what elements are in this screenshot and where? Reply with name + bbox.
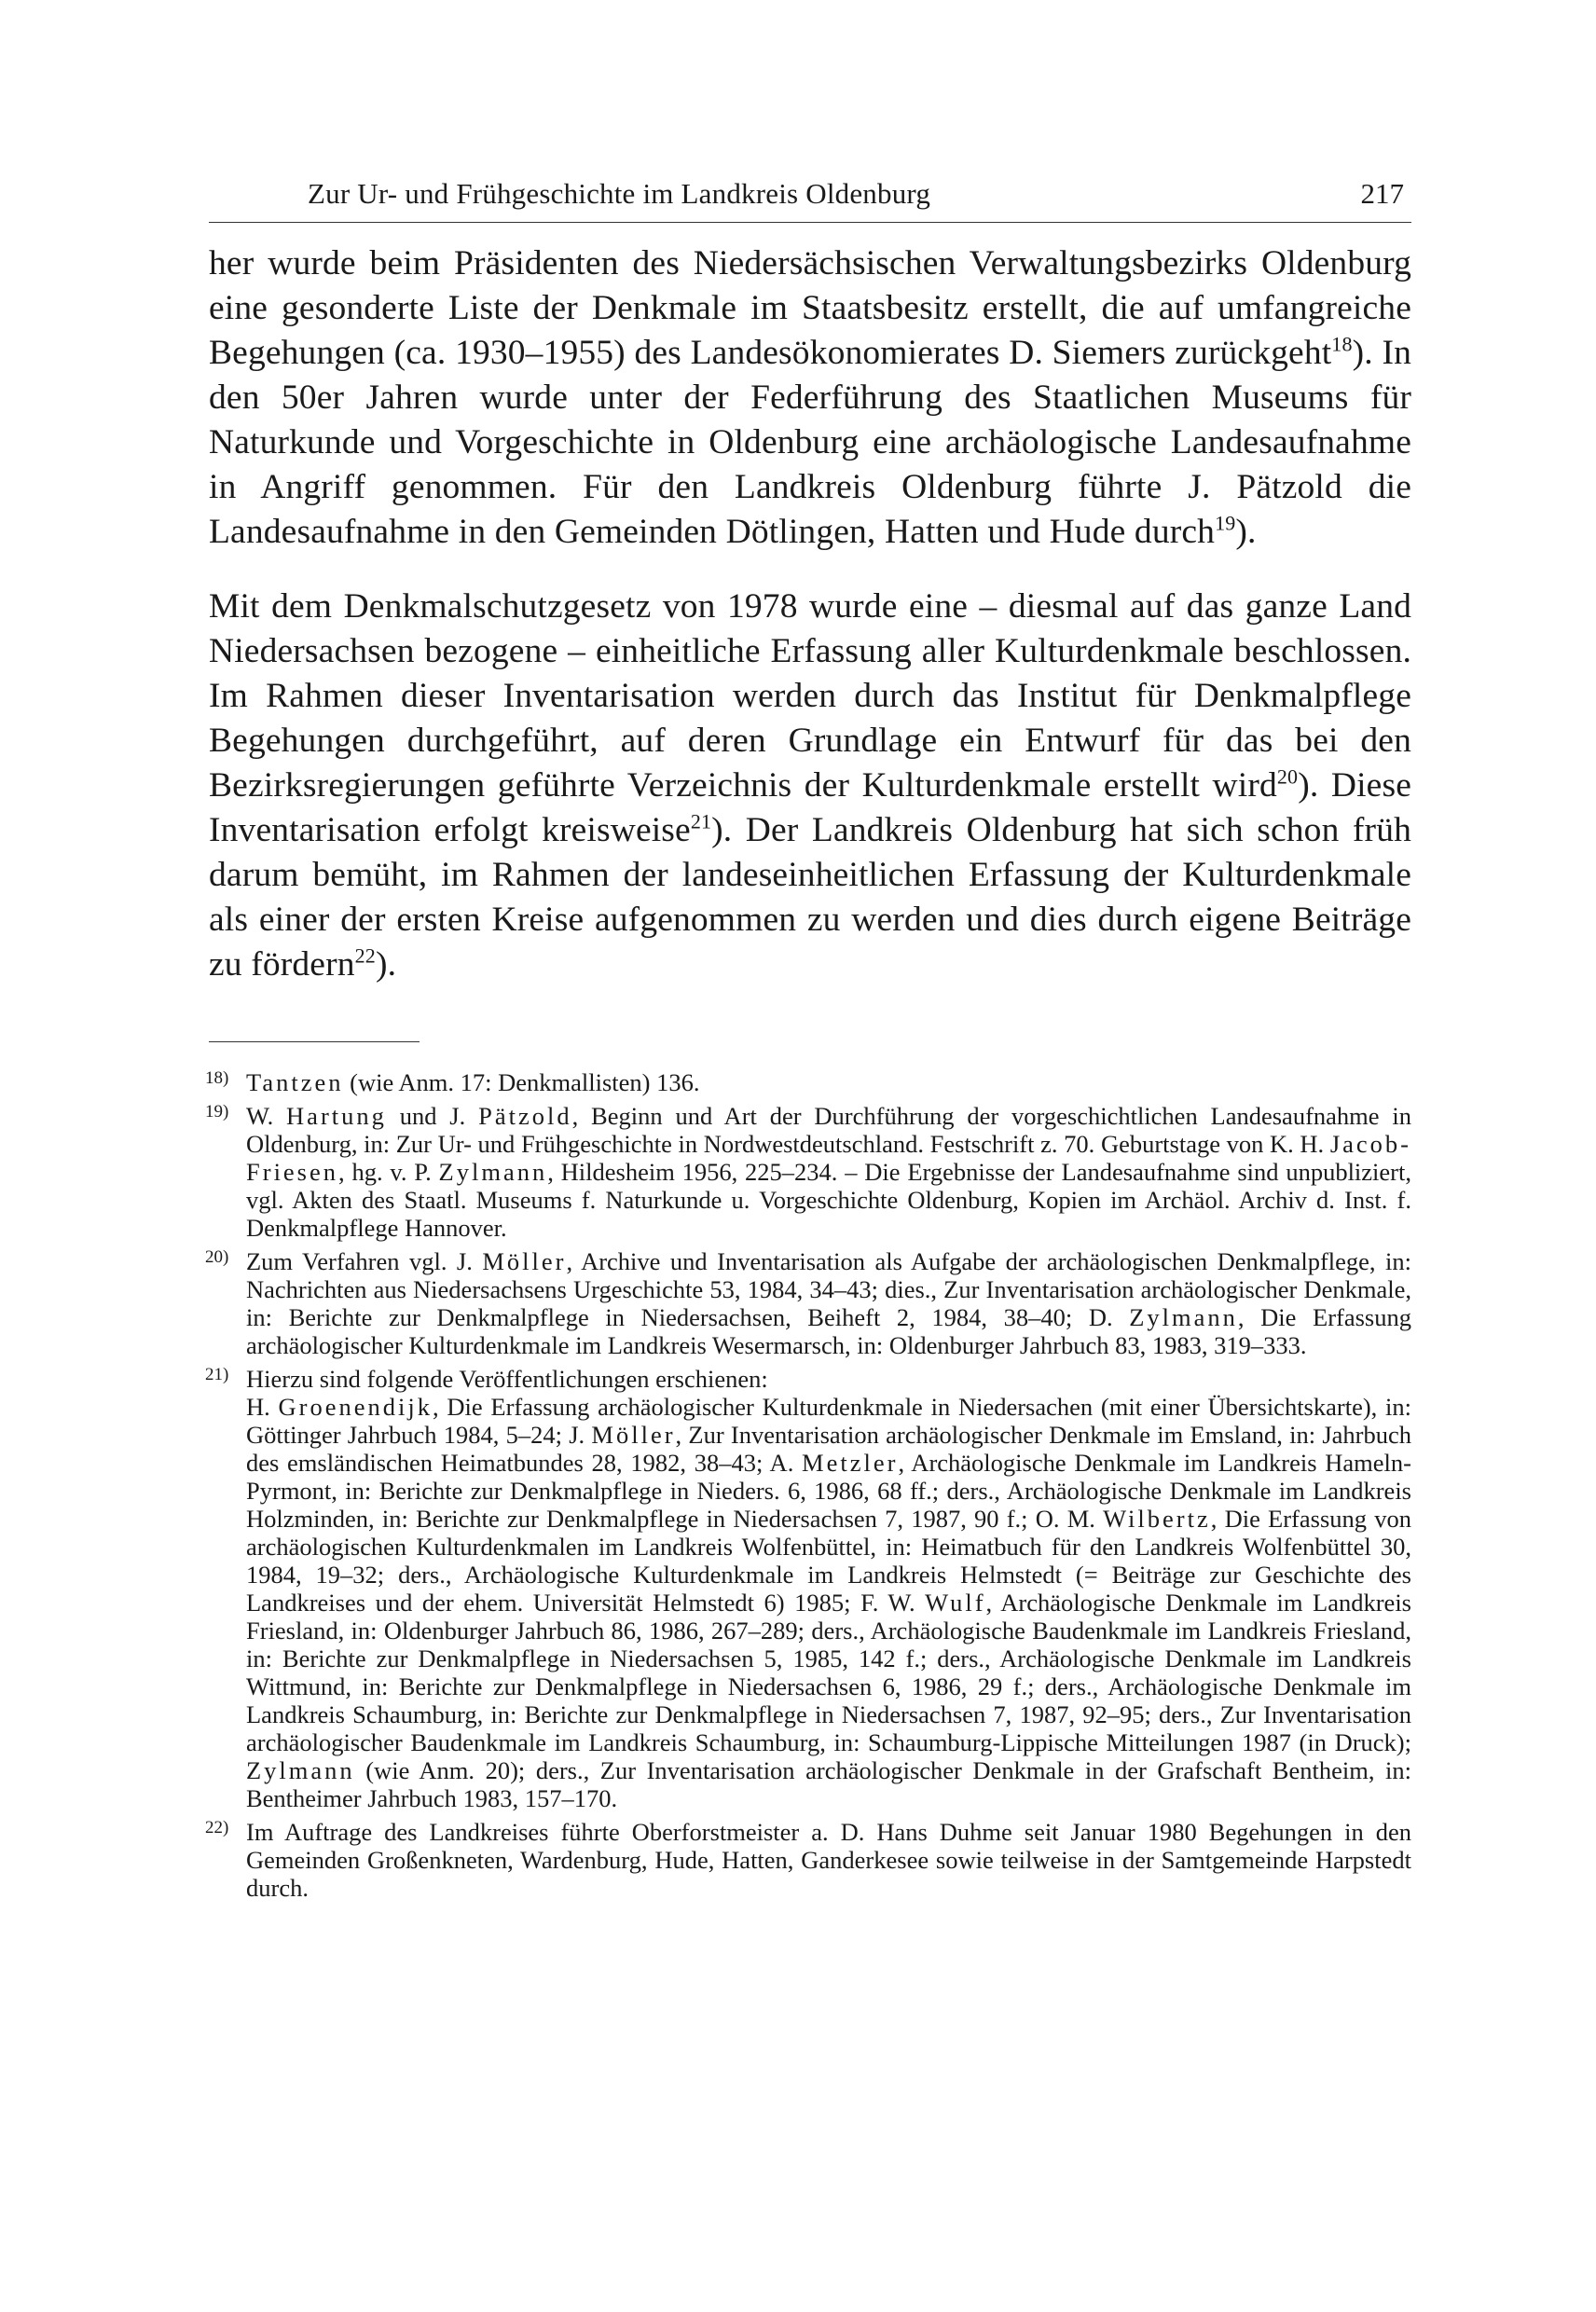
author-name: Möller bbox=[591, 1421, 676, 1449]
author-name: Zylmann bbox=[1129, 1303, 1238, 1331]
footnote-ref-20: 20 bbox=[1276, 764, 1299, 789]
page-number: 217 bbox=[1360, 177, 1404, 210]
text-run: , Hildesheim 1956, 225–234. – Die Ergebnisse der Landesaufnahme sind unpubliziert, vgl. Akten des Staatl. Museums f. Naturkunde u. Vorgeschichte Oldenburg, Kopien im Archäol. Archiv d. Inst. f. Denkmalpflege Hannover. bbox=[246, 1158, 1411, 1242]
text-run: , Archive und Inventarisation als Aufgabe der archäologischen Denkmalpflege, in: Nachrichten aus Niedersachsens Urgeschichte 53, 1984, 34–43; dies., Zur Inventarisation archäologischer Denkmale, in: Berichte zur Denkmalpflege in Niedersachsen, Beiheft 2, 1984, 38–40; D. bbox=[246, 1247, 1411, 1331]
footnote-ref-21: 21 bbox=[690, 809, 712, 833]
footnote-ref-19: 19 bbox=[1215, 511, 1236, 535]
text-run: Im Auftrage des Landkreises führte Oberforstmeister a. D. Hans Duhme seit Januar 1980 Begehungen in den Gemeinden Großenkneten, Wardenburg, Hude, Hatten, Ganderkesee sowie teilweise in der Samtgemeinde Harpstedt durch. bbox=[246, 1818, 1411, 1902]
footnotes bbox=[205, 1068, 1412, 1902]
main-text bbox=[209, 241, 1411, 987]
text-run: ). Diese Inventarisation erfolgt kreisweise bbox=[209, 766, 1411, 849]
author-name: Jacob-Friesen bbox=[246, 1130, 1411, 1186]
text-run: (wie Anm. 20); ders., Zur Inventarisation archäologischer Denkmale in der Grafschaft Bentheim, in: Bentheimer Jahrbuch 1983, 157–170. bbox=[246, 1756, 1411, 1812]
author-name: Hartung bbox=[286, 1102, 387, 1130]
author-name: Zylmann bbox=[246, 1756, 355, 1784]
footnote-18 bbox=[205, 1068, 1411, 1096]
text-run: ). bbox=[1235, 513, 1257, 551]
author-name: Möller bbox=[482, 1247, 567, 1275]
author-name: Pätzold bbox=[478, 1102, 572, 1130]
author-name: Metzler bbox=[802, 1449, 899, 1477]
author-name: Groenendijk bbox=[278, 1393, 433, 1421]
footnote-ref-18: 18 bbox=[1331, 332, 1353, 356]
footnote-ref-22: 22 bbox=[354, 943, 376, 968]
text-run: her wurde beim Präsidenten des Niedersächsischen Verwaltungsbezirks Oldenburg eine gesonderte Liste der Denkmale im Staatsbesitz erstellt, die auf umfangreiche Begehungen (ca. 1930–1955) des Landesökonomierates D. Siemers zurückgeht bbox=[209, 244, 1411, 372]
paragraph-2 bbox=[209, 585, 1411, 987]
text-run: , Die Erfassung archäologischer Kulturdenkmale in Niedersachen (mit einer Übersichtskarte), in: Göttinger Jahrbuch 1984, 5–24; J. bbox=[246, 1393, 1412, 1449]
text-run: H. bbox=[246, 1393, 279, 1421]
footnote-number: 19) bbox=[205, 1102, 229, 1122]
running-title: Zur Ur- und Frühgeschichte im Landkreis Oldenburg bbox=[308, 177, 931, 210]
footnote-21 bbox=[205, 1365, 1412, 1812]
footnote-number: 20) bbox=[205, 1247, 229, 1267]
text-run: , Die Erfassung archäologischer Kulturdenkmale im Landkreis Wesermarsch, in: Oldenburger Jahrbuch 83, 1983, 319–333. bbox=[246, 1303, 1411, 1359]
author-name: Zylmann bbox=[438, 1158, 548, 1186]
footnote-number: 18) bbox=[205, 1068, 229, 1088]
text-run: , Archäologische Denkmale im Landkreis Hameln-Pyrmont, in: Berichte zur Denkmalpflege in Nieders. 6, 1986, 68 ff.; ders., Archäologische Denkmale im Landkreis Holzminden, in: Berichte zur Denkmalpflege in Niedersachsen 7, 1987, 90 f.; O. M. bbox=[246, 1449, 1411, 1533]
text-run: , Beginn und Art der Durchführung der vorgeschichtlichen Landesaufnahme in Oldenburg, in: Zur Ur- und Frühgeschichte in Nordwestdeutschland. Festschrift z. 70. Geburtstage von K. H. bbox=[246, 1102, 1411, 1158]
text-run: , Zur Inventarisation archäologischer Denkmale im Emsland, in: Jahrbuch des emsländischen Heimatbundes 28, 1982, 38–43; A. bbox=[246, 1421, 1411, 1477]
book-page bbox=[205, 168, 1412, 1907]
text-run: , Die Erfassung von archäologischen Kulturdenkmalen im Landkreis Wolfenbüttel, in: Heimatbuch für den Landkreis Wolfenbüttel 30, 1984, 19–32; ders., Archäologische Kulturdenkmale im Landkreis Helmstedt (= Beiträge zur Geschichte des Landkreises und der ehem. Universität Helmstedt 6) 1985; F. W. bbox=[246, 1505, 1411, 1617]
footnote-intro: Hierzu sind folgende Veröffentlichungen erschienen: bbox=[246, 1365, 768, 1393]
footnote-number: 22) bbox=[205, 1818, 229, 1837]
text-run: und J. bbox=[386, 1102, 479, 1130]
author-name: Tantzen bbox=[246, 1068, 344, 1096]
text-run: Mit dem Denkmalschutzgesetz von 1978 wurde eine – diesmal auf das ganze Land Niedersachsen bezogene – einheitliche Erfassung aller Kulturdenkmale beschlossen. Im Rahmen dieser Inventarisation werden durch das Institut für Denkmalpflege Begehungen durchgeführt, auf deren Grundlage ein Entwurf für das bei den Bezirksregierungen geführte Verzeichnis der Kulturdenkmale erstellt wird bbox=[209, 587, 1411, 805]
text-run: (wie Anm. 17: Denkmallisten) 136. bbox=[343, 1068, 700, 1096]
paragraph-1 bbox=[209, 241, 1411, 555]
text-run: Zum Verfahren vgl. J. bbox=[246, 1247, 483, 1275]
footnote-19 bbox=[205, 1102, 1411, 1242]
footnote-22 bbox=[205, 1818, 1411, 1902]
text-run: ). bbox=[375, 945, 397, 984]
footnote-divider bbox=[209, 1041, 420, 1042]
author-name: Wilbertz bbox=[1103, 1505, 1211, 1533]
text-run: , Archäologische Denkmale im Landkreis Friesland, in: Oldenburger Jahrbuch 86, 1986, 267–289; ders., Archäologische Baudenkmale im Landkreis Friesland, in: Berichte zur Denkmalpflege in Niedersachsen 5, 1985, 142 f.; ders., Archäologische Denkmale im Landkreis Wittmund, in: Berichte zur Denkmalpflege in Niedersachsen 6, 1986, 29 f.; ders., Archäologische Denkmale im Landkreis Schaumburg, in: Berichte zur Denkmalpflege in Niedersachsen 7, 1987, 92–95; ders., Zur Inventarisation archäologischer Baudenkmale im Landkreis Schaumburg, in: Schaumburg-Lippische Mitteilungen 1987 (in Druck); bbox=[246, 1589, 1411, 1756]
text-run: , hg. v. P. bbox=[338, 1158, 439, 1186]
author-name: Wulf bbox=[925, 1589, 986, 1617]
text-run: ). In den 50er Jahren wurde unter der Federführung des Staatlichen Museums für Naturkunde und Vorgeschichte in Oldenburg eine archäologische Landesaufnahme in Angriff genommen. Für den Landkreis Oldenburg führte J. Pätzold die Landesaufnahme in den Gemeinden Dötlingen, Hatten und Hude durch bbox=[209, 334, 1411, 551]
text-run: ). Der Landkreis Oldenburg hat sich schon früh darum bemüht, im Rahmen der landeseinheitlichen Erfassung der Kulturdenkmale als einer der ersten Kreise aufgenommen zu werden und dies durch eigene Beiträge zu fördern bbox=[209, 811, 1411, 984]
footnote-20 bbox=[205, 1247, 1411, 1359]
footnote-number: 21) bbox=[205, 1365, 229, 1384]
running-header bbox=[209, 168, 1411, 223]
text-run: W. bbox=[246, 1102, 287, 1130]
